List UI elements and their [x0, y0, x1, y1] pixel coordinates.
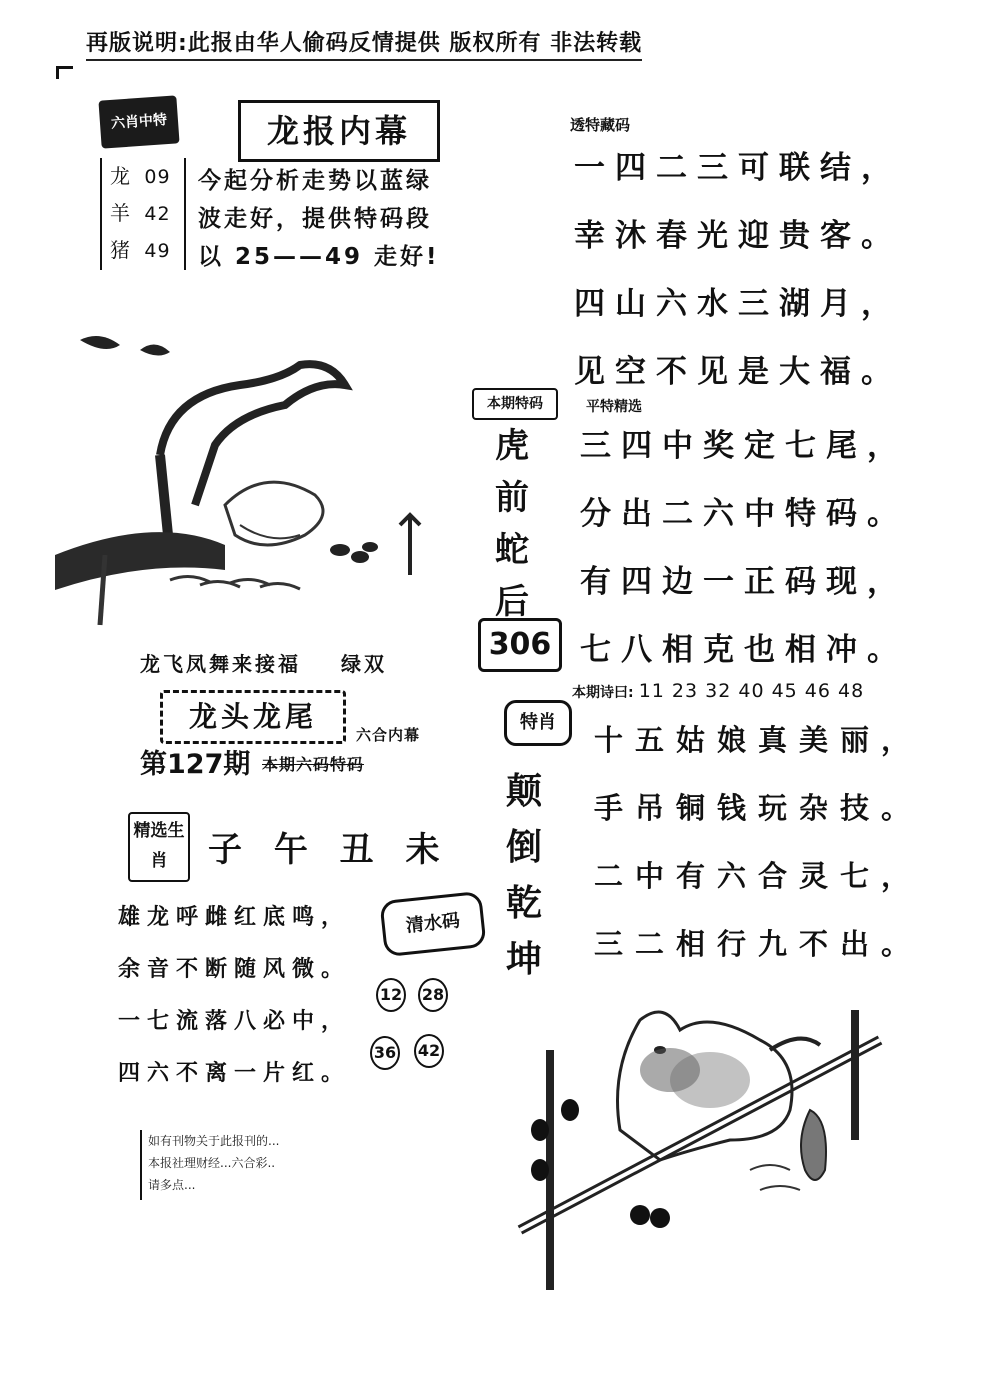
poem-line: 余音不断随风微。	[118, 957, 351, 982]
vert-char: 倒	[505, 827, 542, 868]
vert-char: 乾	[505, 883, 542, 924]
note-line: 如有刊物关于此报刊的...	[148, 1134, 280, 1148]
zodiac-stamp: 精选生肖	[128, 812, 190, 882]
poem-line: 三四中奖定七尾，	[580, 428, 908, 464]
poem-line: 幸沐春光迎贵客。	[574, 218, 902, 254]
num-oval: 12	[376, 978, 406, 1012]
vert-char: 后	[495, 582, 529, 622]
caption-left	[140, 648, 387, 677]
vert-char: 颠	[505, 771, 542, 812]
note-line: 请多点...	[148, 1178, 196, 1192]
right-label-1: 透特藏码	[570, 116, 631, 134]
animal-num: 09	[144, 166, 171, 188]
vert-char: 蛇	[495, 530, 529, 570]
trend-note-line: 以 25——49 走好!	[198, 244, 440, 270]
vert-char: 虎	[495, 426, 529, 466]
side-note: 六合内幕	[356, 726, 421, 744]
table-row	[102, 195, 184, 232]
center-stamp: 本期特码	[472, 388, 558, 420]
caption-dragon: 龙飞凤舞来接福	[140, 652, 301, 676]
clear-water-bubble: 清水码	[379, 891, 486, 957]
vert-char: 前	[495, 478, 529, 518]
num-oval: 28	[418, 978, 448, 1012]
poem-line: 七八相克也相冲。	[580, 632, 908, 668]
numbers-line	[572, 680, 864, 702]
page-header: 再版说明:此报由华人偷码反情提供 版权所有 非法转载	[86, 26, 642, 61]
tag-stamp: 特肖	[504, 700, 572, 746]
handwritten-note	[140, 1130, 378, 1200]
title-box: 龙报内幕	[238, 100, 440, 162]
pine-bird-illustration	[50, 325, 450, 635]
trend-note-line: 波走好，提供特码段	[198, 206, 432, 232]
poem-line: 十五姑娘真美丽，	[594, 723, 923, 757]
animal-number-table	[100, 158, 186, 270]
vertical-text	[492, 420, 532, 628]
poem-line: 一七流落八必中，	[118, 1009, 351, 1034]
num-oval: 42	[414, 1034, 444, 1068]
poem-line: 有四边一正码现，	[580, 564, 908, 600]
issue-number: 第127期	[140, 749, 251, 780]
note-line: 本报社理财经...六合彩..	[148, 1156, 276, 1170]
poem-line: 四六不离一片红。	[118, 1061, 351, 1086]
poem-line: 手吊铜钱玩杂技。	[594, 791, 923, 825]
numbers-label: 本期诗曰:	[572, 685, 634, 701]
banner-stamp: 龙头龙尾	[160, 690, 346, 744]
right-label-2: 平特精选	[586, 399, 642, 415]
numbers-value: 11 23 32 40 45 46 48	[638, 680, 865, 702]
left-poem	[118, 892, 350, 1100]
caption-green: 绿双	[340, 652, 387, 676]
trend-note	[198, 162, 440, 276]
animal-label: 猪	[110, 238, 130, 262]
poem-line: 四山六水三湖月，	[574, 286, 902, 322]
right-poem-1	[574, 134, 902, 406]
corner-mark	[56, 66, 73, 79]
animal-num: 49	[144, 240, 171, 262]
zodiac-animals: 子 午 丑 未	[208, 830, 450, 870]
table-row	[102, 232, 184, 269]
poem-line: 二中有六合灵七，	[594, 859, 923, 893]
number-box: 306	[478, 618, 562, 672]
animal-label: 羊	[110, 201, 130, 225]
poem-line: 三二相行九不出。	[594, 927, 923, 961]
trend-note-line: 今起分析走势以蓝绿	[198, 168, 432, 194]
right-poem-3	[594, 706, 922, 978]
num-oval: 36	[370, 1036, 400, 1070]
animal-label: 龙	[110, 164, 130, 188]
poem-line: 一四二三可联结，	[574, 150, 902, 186]
right-poem-2	[580, 412, 908, 684]
table-row	[102, 158, 184, 195]
poem-line: 雄龙呼雌红底鸣，	[118, 905, 351, 930]
issue-note: 本期六码特码	[262, 755, 365, 774]
poem-line: 见空不见是大福。	[574, 354, 902, 390]
vertical-text-2	[502, 764, 546, 988]
poem-line: 分出二六中特码。	[580, 496, 908, 532]
cat-bamboo-illustration	[510, 990, 890, 1290]
vert-char: 坤	[505, 939, 542, 980]
animal-num: 42	[144, 203, 171, 225]
stamp-liu-xiao: 六肖中特	[98, 95, 179, 148]
